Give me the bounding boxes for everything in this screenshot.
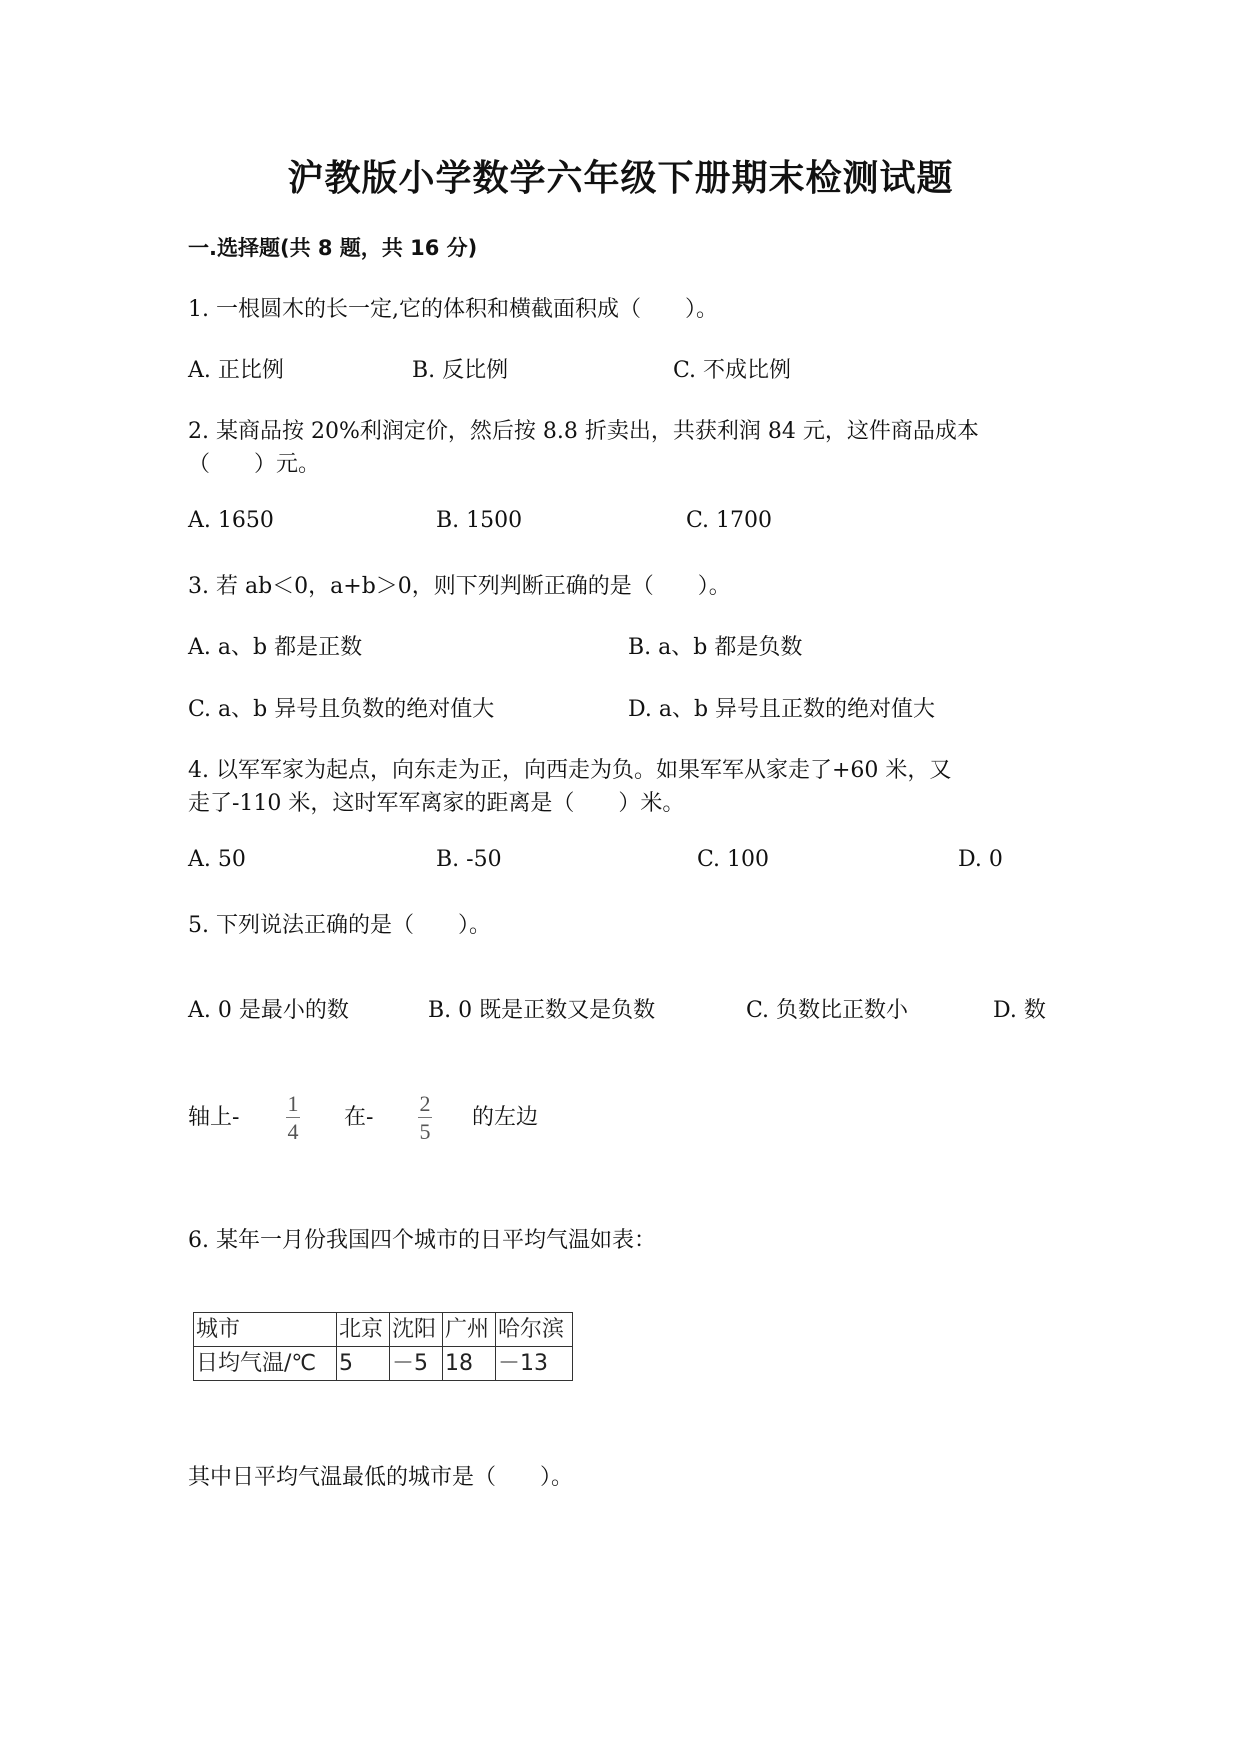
question-2-option-c: C. 1700 — [686, 508, 773, 533]
fraction-2-numerator: 2 — [419, 1091, 431, 1116]
fraction-1-numerator: 1 — [287, 1091, 299, 1116]
question-6-question: 其中日平均气温最低的城市是（ ）。 — [188, 1465, 574, 1490]
question-5-option-b: B. 0 既是正数又是负数 — [428, 998, 656, 1023]
question-2-option-a: A. 1650 — [188, 508, 274, 533]
question-1-text: 1. 一根圆木的长一定,它的体积和横截面积成（ ）。 — [188, 297, 718, 322]
table-cell: 北京 — [337, 1313, 390, 1347]
fraction-1-bar — [286, 1117, 300, 1118]
table-cell: 18 — [443, 1347, 496, 1381]
question-5-continuation-suffix: 的左边 — [472, 1105, 539, 1130]
question-1-option-c: C. 不成比例 — [673, 358, 792, 383]
fraction-two-fifths — [418, 1092, 432, 1143]
page-title: 沪教版小学数学六年级下册期末检测试题 — [287, 158, 954, 199]
question-6-intro: 6. 某年一月份我国四个城市的日平均气温如表： — [188, 1228, 656, 1253]
question-1-option-a: A. 正比例 — [188, 358, 284, 383]
question-4-option-a: A. 50 — [188, 847, 246, 872]
table-row — [194, 1313, 573, 1347]
fraction-one-quarter — [286, 1092, 300, 1143]
fraction-2-denominator: 5 — [419, 1119, 431, 1145]
question-2-line-2: （ ）元。 — [188, 452, 321, 477]
question-4-option-b: B. -50 — [436, 847, 502, 872]
question-3-option-a: A. a、b 都是正数 — [188, 635, 363, 660]
table-cell: 哈尔滨 — [496, 1313, 573, 1347]
question-2-option-b: B. 1500 — [436, 508, 523, 533]
question-4-option-d: D. 0 — [958, 847, 1003, 872]
table-cell: 日均气温/℃ — [194, 1347, 337, 1381]
table-cell: 沈阳 — [390, 1313, 443, 1347]
table-cell: 城市 — [194, 1313, 337, 1347]
section-heading: 一.选择题(共 8 题，共 16 分) — [188, 236, 478, 260]
question-3-text: 3. 若 ab＜0，a+b＞0，则下列判断正确的是（ ）。 — [188, 574, 731, 599]
question-5-continuation-mid: 在- — [344, 1105, 374, 1130]
question-3-option-b: B. a、b 都是负数 — [628, 635, 803, 660]
question-3-option-d: D. a、b 异号且正数的绝对值大 — [628, 697, 936, 722]
table-cell: 5 — [337, 1347, 390, 1381]
question-5-option-c: C. 负数比正数小 — [746, 998, 909, 1023]
table-cell: －13 — [496, 1347, 573, 1381]
table-cell: －5 — [390, 1347, 443, 1381]
temperature-table — [193, 1312, 573, 1381]
question-3-option-c: C. a、b 异号且负数的绝对值大 — [188, 697, 495, 722]
question-5-option-a: A. 0 是最小的数 — [188, 998, 349, 1023]
fraction-1-denominator: 4 — [287, 1119, 299, 1145]
question-2-line-1: 2. 某商品按 20%利润定价，然后按 8.8 折卖出，共获利润 84 元，这件商品成本 — [188, 419, 979, 444]
question-5-text: 5. 下列说法正确的是（ ）。 — [188, 913, 491, 938]
table-cell: 广州 — [443, 1313, 496, 1347]
question-4-option-c: C. 100 — [697, 847, 770, 872]
question-5-continuation-prefix: 轴上- — [188, 1105, 240, 1130]
question-4-line-2: 走了-110 米，这时军军离家的距离是（ ）米。 — [188, 791, 685, 816]
question-5-option-d: D. 数 — [993, 998, 1046, 1023]
question-1-option-b: B. 反比例 — [412, 358, 509, 383]
fraction-2-bar — [418, 1117, 432, 1118]
question-4-line-1: 4. 以军军家为起点，向东走为正，向西走为负。如果军军从家走了+60 米，又 — [188, 758, 952, 783]
table-row — [194, 1347, 573, 1381]
